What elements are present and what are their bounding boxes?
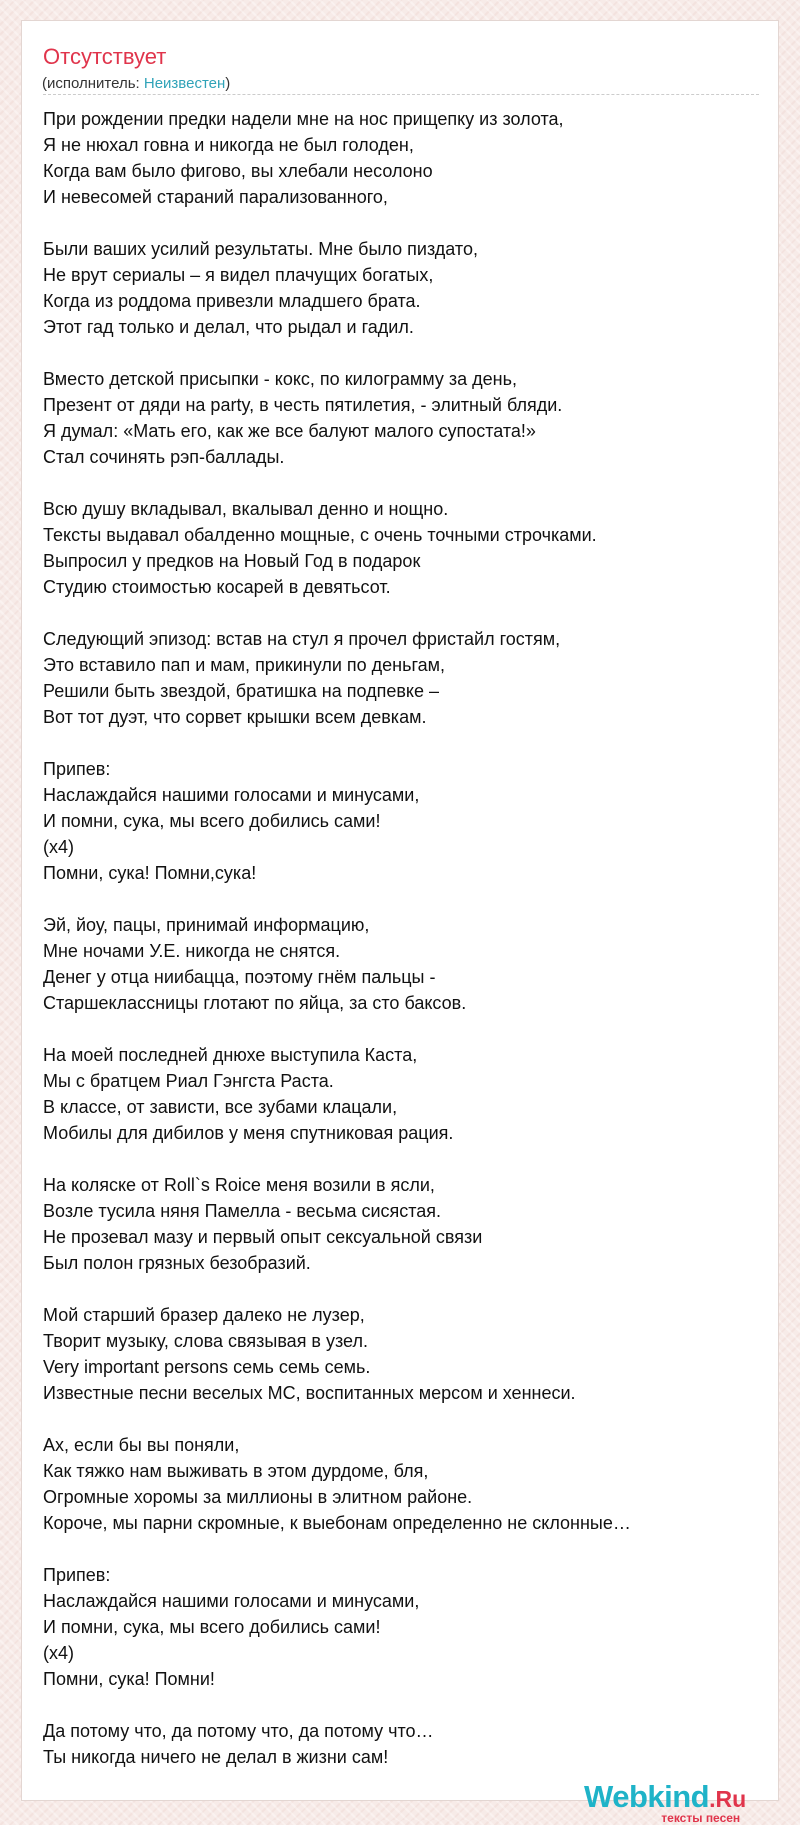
lyric-line: Эй, йоу, пацы, принимай информацию, — [43, 915, 370, 935]
lyric-line: Да потому что, да потому что, да потому что… — [43, 1721, 434, 1741]
lyric-line: И помни, сука, мы всего добились сами! — [43, 811, 381, 831]
lyrics-body — [43, 106, 759, 1796]
lyric-line: При рождении предки надели мне на нос прищепку из золота, — [43, 109, 564, 129]
lyric-line: (x4) — [43, 837, 74, 857]
artist-link[interactable]: Неизвестен — [143, 75, 226, 92]
lyric-line: И помни, сука, мы всего добились сами! — [43, 1617, 381, 1637]
lyrics-stanza — [43, 756, 759, 886]
song-title: Отсутствует — [43, 44, 167, 69]
artist-suffix: ) — [225, 75, 231, 92]
site-logo[interactable] — [584, 1781, 746, 1824]
lyric-line: Мы с братцем Риал Гэнгста Раста. — [43, 1071, 334, 1091]
lyrics-stanza — [43, 1302, 759, 1406]
lyric-line: Огромные хоромы за миллионы в элитном районе. — [43, 1487, 473, 1507]
lyric-line: В классе, от зависти, все зубами клацали, — [43, 1097, 398, 1117]
lyrics-stanza — [43, 1432, 759, 1536]
lyric-line: Творит музыку, слова связывая в узел. — [43, 1331, 368, 1351]
lyric-line: Решили быть звездой, братишка на подпевке – — [43, 681, 439, 701]
lyrics-stanza — [43, 1172, 759, 1276]
lyric-line: Ты никогда ничего не делал в жизни сам! — [43, 1747, 389, 1767]
lyric-line: Мой старший бразер далеко не лузер, — [43, 1305, 365, 1325]
lyric-line: Был полон грязных безобразий. — [43, 1253, 311, 1273]
lyrics-stanza — [43, 1718, 759, 1770]
lyrics-stanza — [43, 496, 759, 600]
lyric-line: И невесомей стараний парализованного, — [43, 187, 388, 207]
logo-wordmark — [584, 1781, 746, 1812]
lyric-line: Короче, мы парни скромные, к выебонам определенно не склонные… — [43, 1513, 631, 1533]
lyric-line: Вместо детской присыпки - кокс, по килограмму за день, — [43, 369, 517, 389]
lyric-line: Как тяжко нам выживать в этом дурдоме, бля, — [43, 1461, 429, 1481]
artist-line — [42, 74, 230, 94]
lyric-line: Тексты выдавал обалденно мощные, с очень точными строчками. — [43, 525, 597, 545]
lyric-line: Известные песни веселых МС, воспитанных мерсом и хеннеси. — [43, 1383, 576, 1403]
lyrics-stanza — [43, 626, 759, 730]
lyrics-stanza — [43, 106, 759, 210]
lyric-line: Наслаждайся нашими голосами и минусами, — [43, 1591, 420, 1611]
lyric-line: Припев: — [43, 759, 111, 779]
content-card — [21, 20, 779, 1825]
lyric-line: (x4) — [43, 1643, 74, 1663]
lyric-line: Помни, сука! Помни! — [43, 1669, 215, 1689]
lyric-line: Когда вам было фигово, вы хлебали несолоно — [43, 161, 433, 181]
lyrics-stanza — [43, 366, 759, 470]
logo-tagline: тексты песен — [661, 1811, 741, 1825]
logo-brand: Webkind — [584, 1779, 710, 1814]
lyric-line: Следующий эпизод: встав на стул я прочел фристайл гостям, — [43, 629, 561, 649]
lyric-line: Презент от дяди на party, в честь пятилетия, - элитный бляди. — [43, 395, 563, 415]
lyric-line: Когда из роддома привезли младшего брата. — [43, 291, 421, 311]
lyric-line: Выпросил у предков на Новый Год в подарок — [43, 551, 421, 571]
lyric-line: Всю душу вкладывал, вкалывал денно и нощно. — [43, 499, 449, 519]
lyric-line: Very important persons семь семь семь. — [43, 1357, 371, 1377]
lyric-line: Вот тот дуэт, что сорвет крышки всем девкам. — [43, 707, 427, 727]
lyrics-stanza — [43, 912, 759, 1016]
lyric-line: Наслаждайся нашими голосами и минусами, — [43, 785, 420, 805]
lyric-line: Студию стоимостью косарей в девятьсот. — [43, 577, 391, 597]
lyric-line: Помни, сука! Помни,сука! — [43, 863, 257, 883]
lyric-line: Я думал: «Мать его, как же все балуют малого супостата!» — [43, 421, 536, 441]
lyric-line: На коляске от Roll`s Roice меня возили в ясли, — [43, 1175, 435, 1195]
lyric-line: Мобилы для дибилов у меня спутниковая рация. — [43, 1123, 454, 1143]
lyric-line: На моей последней днюхе выступила Каста, — [43, 1045, 418, 1065]
lyric-line: Это вставило пап и мам, прикинули по деньгам, — [43, 655, 446, 675]
lyric-line: Припев: — [43, 1565, 111, 1585]
lyric-line: Денег у отца ниибацца, поэтому гнём пальцы - — [43, 967, 436, 987]
lyric-line: Стал сочинять рэп-баллады. — [43, 447, 285, 467]
lyric-line: Мне ночами У.Е. никогда не снятся. — [43, 941, 341, 961]
lyrics-stanza — [43, 236, 759, 340]
dashed-divider — [43, 94, 759, 95]
artist-prefix: (исполнитель: — [42, 75, 144, 92]
logo-tld: .Ru — [709, 1786, 747, 1812]
lyric-line: Старшеклассницы глотают по яйца, за сто баксов. — [43, 993, 467, 1013]
lyrics-stanza — [43, 1042, 759, 1146]
lyric-line: Не прозевал мазу и первый опыт сексуальной связи — [43, 1227, 483, 1247]
lyric-line: Возле тусила няня Памелла - весьма сисястая. — [43, 1201, 442, 1221]
lyric-line: Ах, если бы вы поняли, — [43, 1435, 240, 1455]
lyric-line: Этот гад только и делал, что рыдал и гадил. — [43, 317, 414, 337]
lyric-line: Не врут сериалы – я видел плачущих богатых, — [43, 265, 434, 285]
lyrics-stanza — [43, 1562, 759, 1692]
lyric-line: Были ваших усилий результаты. Мне было пиздато, — [43, 239, 478, 259]
lyric-line: Я не нюхал говна и никогда не был голоден, — [43, 135, 414, 155]
